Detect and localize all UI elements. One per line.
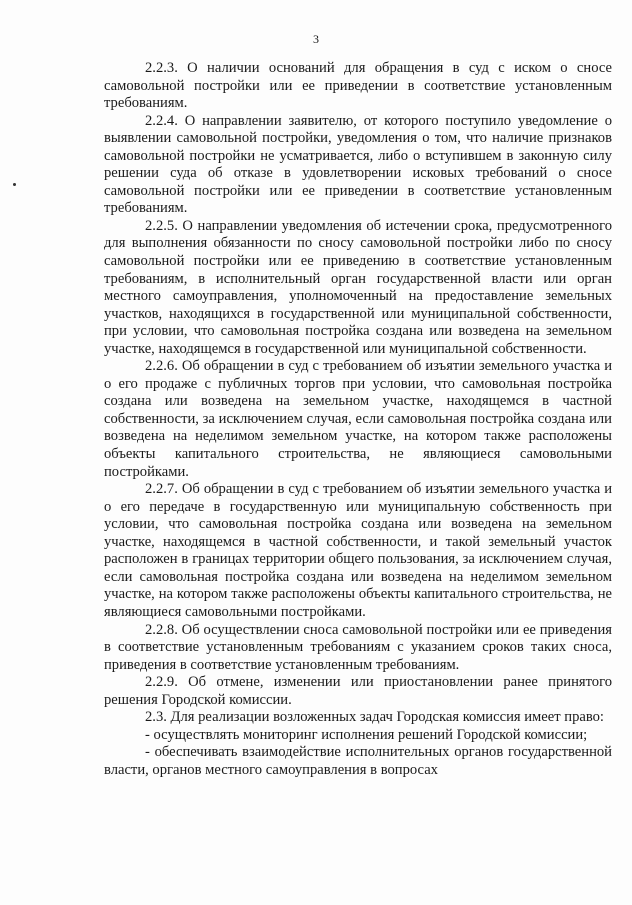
list-item-monitoring: - осуществлять мониторинг исполнения решений Городской комиссии; bbox=[145, 726, 588, 743]
paragraph-2-2-8: 2.2.8. Об осуществлении сноса самовольной постройки или ее приведения в соответствие установленным требованиям с указанием сроков таких сноса, приведения в соответствие установленным требованиям. bbox=[104, 621, 612, 673]
paragraph-2-2-3: 2.2.3. О наличии оснований для обращения в суд с иском о сносе самовольной постройки или ее приведении в соответствие установленным требованиям. bbox=[104, 60, 612, 112]
paragraph-2-2-5: 2.2.5. О направлении уведомления об истечении срока, предусмотренного для выполнения обязанности по сносу самовольной постройки либо по сносу самовольной постройки или ее приведению в соответствие установленным требованиям, в исполнительный орган государственной власти или орган местного самоуправления, уполномоченный на предоставление земельных участков, находящихся в государственной или муниципальной собственности, при условии, что самовольная постройка создана или возведена на земельном участке, находящемся в государственной или муниципальной собственности. bbox=[104, 217, 612, 357]
paragraph-2-2-4: 2.2.4. О направлении заявителю, от которого поступило уведомление о выявлении самовольной постройки, уведомления о том, что наличие признаков самовольной постройки не усматривается, либо о вступившем в законную силу решении суда об отказе в удовлетворении исковых требований о сносе самовольной постройки или ее приведении в соответствие установленным требованиям. bbox=[104, 112, 612, 217]
paragraph-2-2-7: 2.2.7. Об обращении в суд с требованием об изъятии земельного участка и о его передаче в государственную или муниципальную собственность при условии, что самовольная постройка создана или возведена на земельном участке, находящемся в частной собственности, и такой земельный участок расположен в границах территории общего пользования, за исключением случая, если самовольная постройка создана или возведена на неделимом земельном участке, на котором также расположены объекты капитального строительства, не являющиеся самовольными постройками. bbox=[104, 481, 612, 620]
list-item-interaction: - обеспечивать взаимодействие исполнительных органов государственной власти, органов местного самоуправления в вопросах bbox=[104, 744, 612, 778]
document-body bbox=[104, 60, 612, 779]
page-number: 3 bbox=[313, 32, 319, 46]
scan-mark bbox=[13, 183, 16, 186]
paragraph-2-2-6: 2.2.6. Об обращении в суд с требованием об изъятии земельного участка и о его продаже с публичных торгов при условии, что самовольная постройка создана или возведена на земельном участке, находящемся в частной собственности, за исключением случая, если самовольная постройка создана или возведена на неделимом земельном участке, на котором также расположены объекты капитального строительства, не являющиеся самовольными постройками. bbox=[104, 358, 612, 480]
paragraph-2-2-9: 2.2.9. Об отмене, изменении или приостановлении ранее принятого решения Городской комиссии. bbox=[104, 674, 612, 708]
paragraph-2-3: 2.3. Для реализации возложенных задач Городская комиссия имеет право: bbox=[145, 709, 604, 726]
